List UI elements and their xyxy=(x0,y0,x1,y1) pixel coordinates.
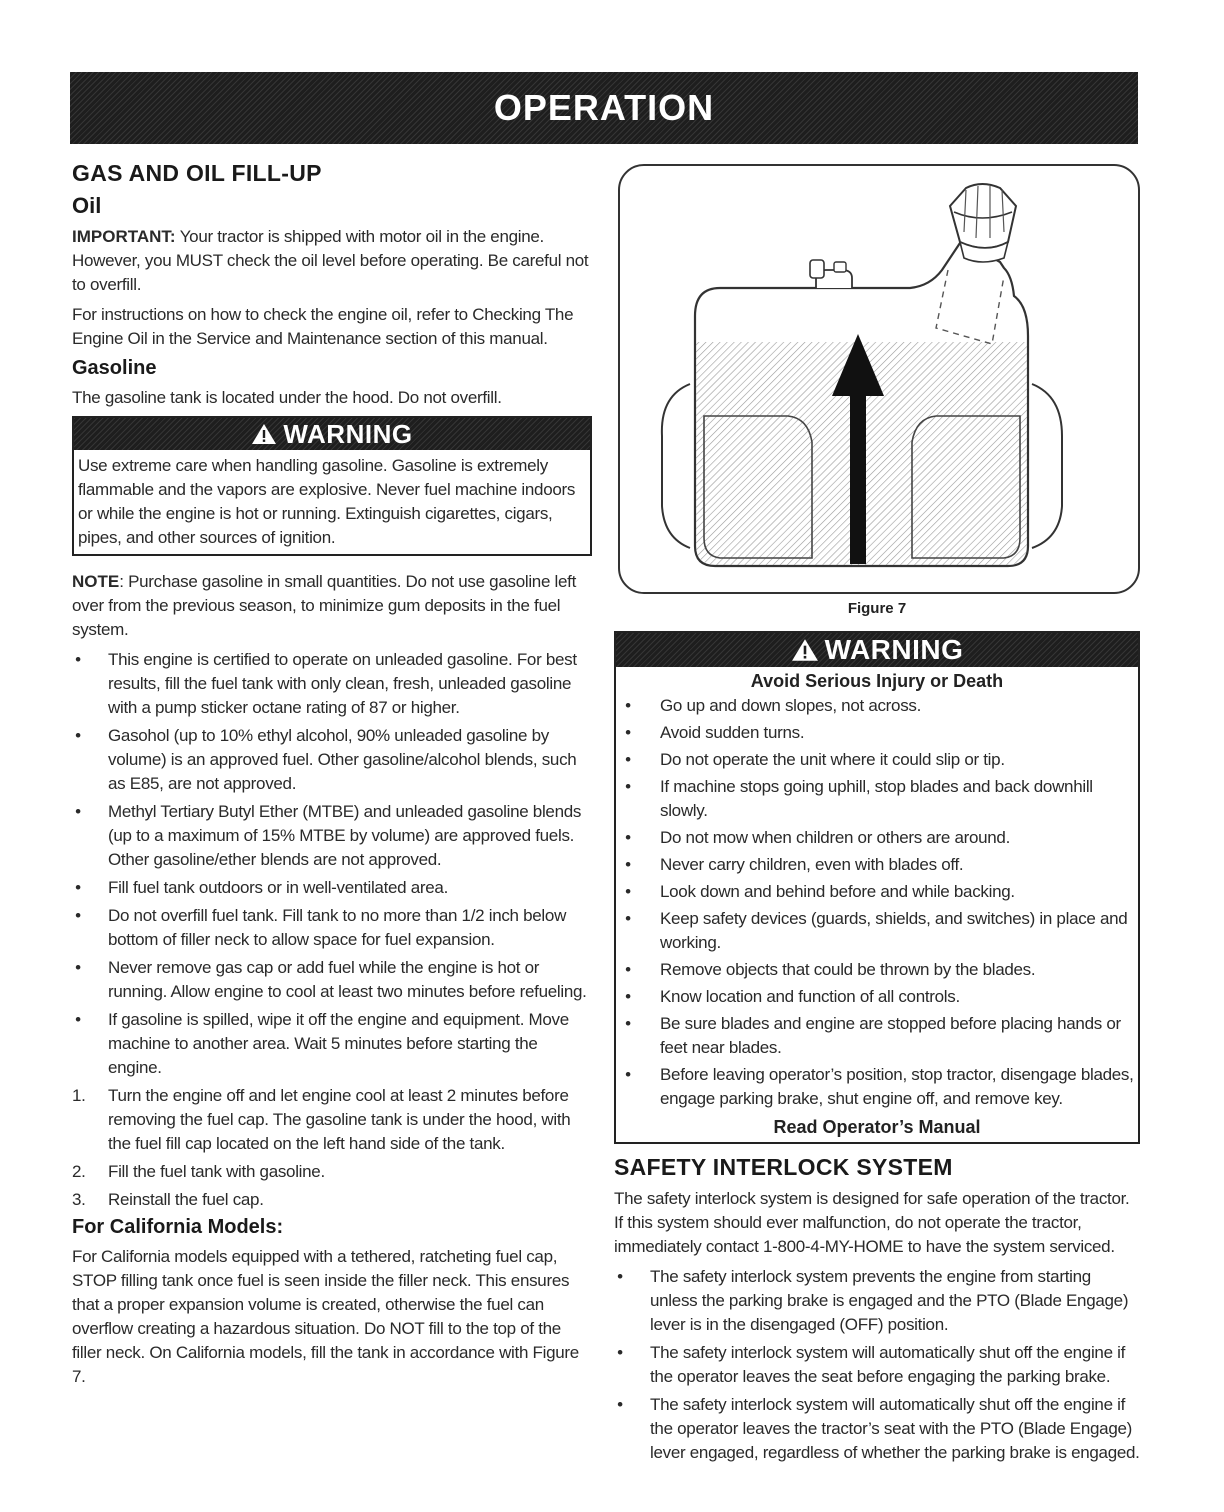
bullet-dot-icon: • xyxy=(625,882,631,901)
list-item: • The safety interlock system will automatically shut off the engine if the operator leaves the tractor’s seat with the PTO (Blade Engage) lever engaged, regardless of whether the parking brake is engaged. xyxy=(614,1393,1140,1465)
safety-warning-box xyxy=(614,631,1140,1144)
list-item: • This engine is certified to operate on unleaded gasoline. For best results, fill the fuel tank with only clean, fresh, unleaded gasoline with a pump sticker octane rating of 87 or higher. xyxy=(72,648,592,720)
bullet-dot-icon: • xyxy=(625,750,631,769)
step-item: 1. Turn the engine off and let engine cool at least 2 minutes before removing the fuel cap. The gasoline tank is under the hood, with the fuel fill cap located on the left hand side of the tank. xyxy=(72,1086,571,1153)
bullet-dot-icon: • xyxy=(625,909,631,928)
bullet-dot-icon: • xyxy=(625,1065,631,1084)
step-item: 2. Fill the fuel tank with gasoline. xyxy=(72,1162,325,1181)
warning-triangle-icon xyxy=(251,423,277,445)
list-item: • The safety interlock system will automatically shut off the engine if the operator leaves the seat before engaging the parking brake. xyxy=(614,1341,1140,1389)
section-title-gas-oil: GAS AND OIL FILL-UP xyxy=(72,160,322,186)
list-item: • Be sure blades and engine are stopped before placing hands or feet near blades. xyxy=(616,1012,1138,1060)
list-item: • Keep safety devices (guards, shields, and switches) in place and working. xyxy=(616,907,1138,955)
bullet-dot-icon: • xyxy=(617,1343,623,1362)
list-item: • Avoid sudden turns. xyxy=(616,721,1138,745)
list-item: • The safety interlock system prevents the engine from starting unless the parking brake is engaged and the PTO (Blade Engage) lever is in the disengaged (OFF) position. xyxy=(614,1265,1140,1337)
warning-title: Avoid Serious Injury or Death xyxy=(750,671,1004,691)
list-item: • Remove objects that could be thrown by the blades. xyxy=(616,958,1138,982)
gasoline-text: The gasoline tank is located under the hood. Do not overfill. xyxy=(72,388,502,407)
warning-label: WARNING xyxy=(283,418,413,449)
gasoline-heading: Gasoline xyxy=(72,357,157,379)
step-item: 3. Reinstall the fuel cap. xyxy=(72,1190,264,1209)
list-item: • Know location and function of all controls. xyxy=(616,985,1138,1009)
note-label: NOTE xyxy=(72,572,120,591)
safety-bullet-list xyxy=(614,1265,1140,1465)
section-title-safety-interlock: SAFETY INTERLOCK SYSTEM xyxy=(614,1154,953,1180)
note-paragraph xyxy=(72,570,592,642)
bullet-dot-icon: • xyxy=(625,777,631,796)
list-item: • Fill fuel tank outdoors or in well-ventilated area. xyxy=(72,876,592,900)
california-heading: For California Models: xyxy=(72,1216,284,1238)
warning-text: Use extreme care when handling gasoline. Gasoline is extremely flammable and the vapors are explosive. Never fuel machine indoors or while the engine is hot or running. Extinguish cigarettes, cigars, pipes, and other sources of ignition. xyxy=(78,456,576,547)
bullet-dot-icon: • xyxy=(75,726,81,745)
important-label: IMPORTANT: xyxy=(72,227,176,246)
bullet-dot-icon: • xyxy=(75,878,81,897)
bullet-dot-icon: • xyxy=(625,855,631,874)
fill-steps-list xyxy=(72,1084,592,1212)
fuel-tank-illustration xyxy=(620,166,1138,592)
bullet-dot-icon: • xyxy=(625,696,631,715)
important-text: Your tractor is shipped with motor oil in the engine. However, you MUST check the oil level before operating. Be careful not to overfill. xyxy=(72,227,589,294)
california-text: For California models equipped with a tethered, ratcheting fuel cap, STOP filling tank once fuel is seen inside the filler neck. This ensures that a proper expansion volume is created, otherwise the fuel can overflow creating a hazardous situation. Do NOT fill to the top of the filler neck. On California models, fill the tank in accordance with Figure 7. xyxy=(72,1247,579,1386)
right-column xyxy=(614,160,1140,1469)
list-item: • If gasoline is spilled, wipe it off the engine and equipment. Move machine to another area. Wait 5 minutes before starting the engine. xyxy=(72,1008,592,1080)
list-item: • Never remove gas cap or add fuel while the engine is hot or running. Allow engine to cool at least two minutes before refueling. xyxy=(72,956,592,1004)
bullet-dot-icon: • xyxy=(75,802,81,821)
bullet-dot-icon: • xyxy=(625,987,631,1006)
list-item: • If machine stops going uphill, stop blades and back downhill slowly. xyxy=(616,775,1138,823)
oil-instructions: For instructions on how to check the engine oil, refer to Checking The Engine Oil in the Service and Maintenance section of this manual. xyxy=(72,305,574,348)
bullet-dot-icon: • xyxy=(75,958,81,977)
warning-banner xyxy=(616,633,1138,667)
warning-footer: Read Operator’s Manual xyxy=(773,1117,981,1137)
warning-triangle-icon xyxy=(791,638,819,662)
list-item: • Look down and behind before and while backing. xyxy=(616,880,1138,904)
list-item: • Never carry children, even with blades off. xyxy=(616,853,1138,877)
list-item: • Do not mow when children or others are around. xyxy=(616,826,1138,850)
bullet-dot-icon: • xyxy=(625,723,631,742)
bullet-dot-icon: • xyxy=(617,1267,623,1286)
gasoline-warning-box xyxy=(72,416,592,556)
warning-label: WARNING xyxy=(824,634,964,665)
list-item: • Do not overfill fuel tank. Fill tank to no more than 1/2 inch below bottom of filler neck to allow space for fuel expansion. xyxy=(72,904,592,952)
bullet-dot-icon: • xyxy=(625,960,631,979)
bullet-dot-icon: • xyxy=(625,1014,631,1033)
figure-caption: Figure 7 xyxy=(847,600,907,617)
note-text: : Purchase gasoline in small quantities. Do not use gasoline left over from the previous season, to minimize gum deposits in the fuel system. xyxy=(72,572,577,639)
warning-list xyxy=(616,694,1138,1111)
bullet-dot-icon: • xyxy=(617,1395,623,1414)
list-item: • Do not operate the unit where it could slip or tip. xyxy=(616,748,1138,772)
oil-heading: Oil xyxy=(72,193,102,218)
list-item: • Methyl Tertiary Butyl Ether (MTBE) and unleaded gasoline blends (up to a maximum of 15% MTBE by volume) are approved fuels. Other gasoline/ether blends are not approved. xyxy=(72,800,592,872)
fuel-bullet-list xyxy=(72,648,592,1080)
list-item: • Go up and down slopes, not across. xyxy=(616,694,1138,718)
warning-banner xyxy=(74,418,590,450)
list-item: • Before leaving operator’s position, stop tractor, disengage blades, engage parking brake, shut engine off, and remove key. xyxy=(616,1063,1138,1111)
bullet-dot-icon: • xyxy=(625,828,631,847)
list-item: • Gasohol (up to 10% ethyl alcohol, 90% unleaded gasoline by volume) is an approved fuel. Other gasoline/alcohol blends, such as E85, are not approved. xyxy=(72,724,592,796)
oil-important-paragraph xyxy=(72,225,592,297)
bullet-dot-icon: • xyxy=(75,906,81,925)
page-title: OPERATION xyxy=(493,87,715,128)
safety-intro: The safety interlock system is designed for safe operation of the tractor. If this system should ever malfunction, do not operate the tractor, immediately contact 1-800-4-MY-HOME to have the system serviced. xyxy=(614,1189,1130,1256)
bullet-dot-icon: • xyxy=(75,1010,81,1029)
bullet-dot-icon: • xyxy=(75,650,81,669)
figure-fuel-tank xyxy=(618,164,1140,594)
left-column xyxy=(72,160,592,1395)
page-header-banner xyxy=(70,72,1138,144)
